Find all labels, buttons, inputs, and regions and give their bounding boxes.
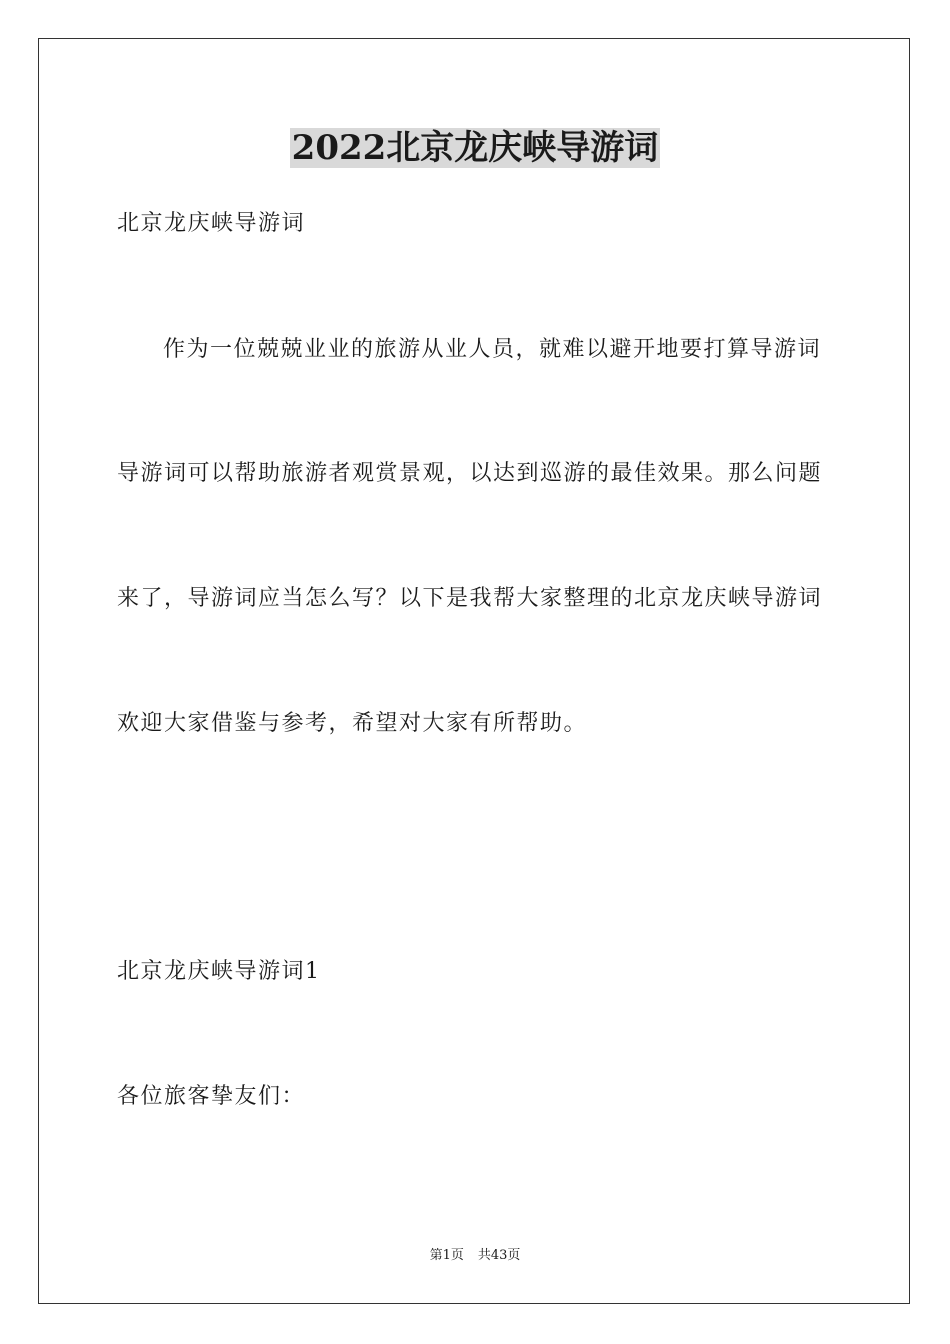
page-total: 共43页 [477, 1248, 521, 1263]
paragraph-line-3: 来了，导游词应当怎么写？以下是我帮大家整理的北京龙庆峡导游词 [117, 586, 823, 611]
paragraph-line-4: 欢迎大家借鉴与参考，希望对大家有所帮助。 [117, 711, 588, 736]
document-title [0, 128, 950, 168]
document-subtitle: 北京龙庆峡导游词 [117, 211, 306, 236]
page-number: 第1页 [429, 1248, 464, 1263]
page-footer [0, 1248, 950, 1264]
paragraph-line-1: 作为一位兢兢业业的旅游从业人员，就难以避开地要打算导游词 [163, 337, 822, 362]
paragraph-line-2: 导游词可以帮助旅游者观赏景观，以达到巡游的最佳效果。那么问题 [117, 461, 823, 486]
greeting-line: 各位旅客挚友们： [117, 1084, 306, 1109]
document-title-text: 2022北京龙庆峡导游词 [291, 128, 659, 168]
section-heading: 北京龙庆峡导游词1 [117, 959, 321, 984]
